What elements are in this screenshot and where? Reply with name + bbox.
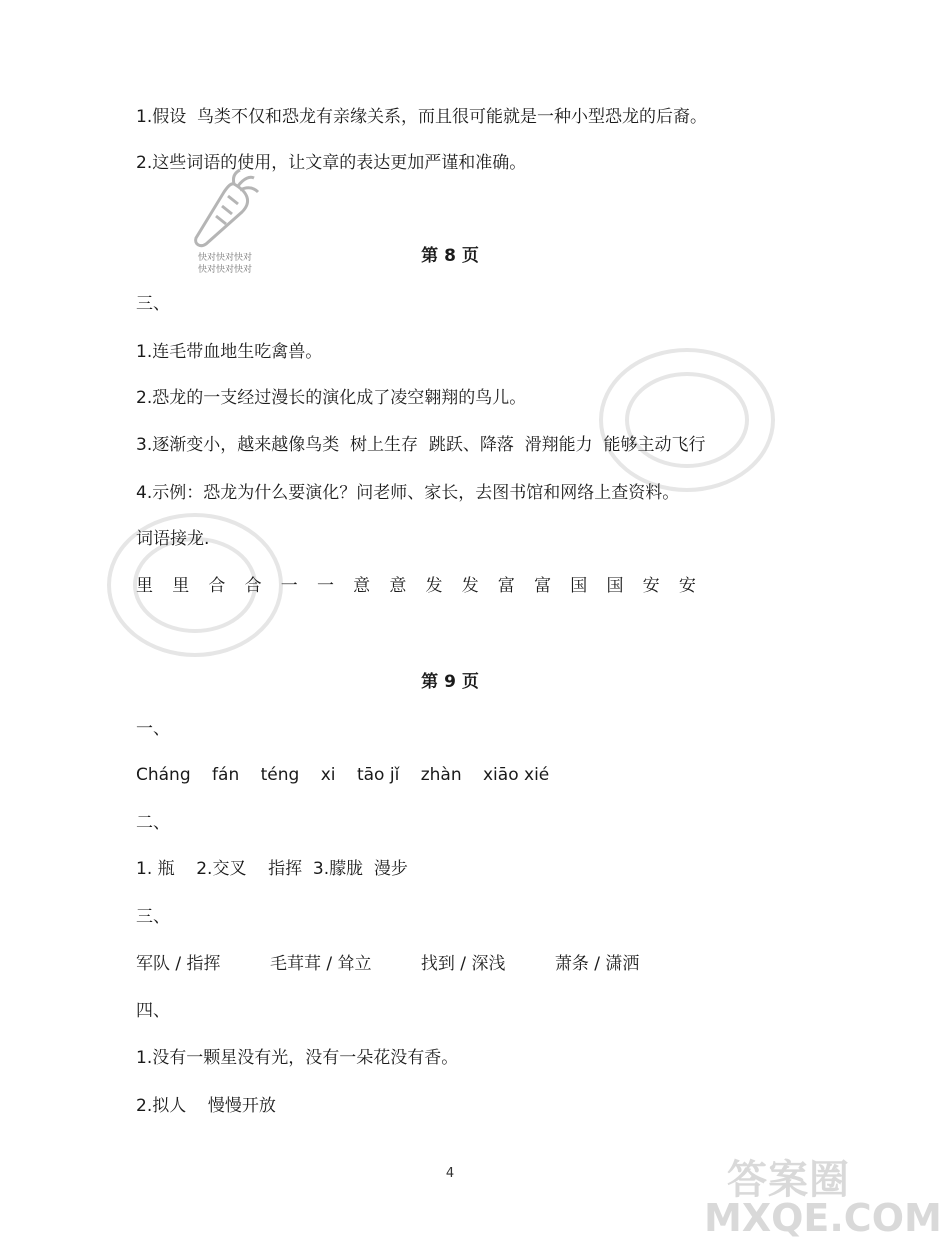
chain-char: 意 (389, 576, 407, 596)
answer-line-1: 1.假设 鸟类不仅和恐龙有亲缘关系，而且很可能就是一种小型恐龙的后裔。 (136, 107, 708, 127)
answer-item-3: 3.逐渐变小，越来越像鸟类 树上生存 跳跃、降落 滑翔能力 能够主动飞行 (136, 435, 706, 455)
section-2-answer: 1. 瓶 2.交叉 指挥 3.朦胧 漫步 (136, 859, 408, 879)
word-pair: 军队 / 指挥 (136, 954, 221, 974)
word-pairs (136, 953, 683, 975)
chain-char: 里 (136, 576, 153, 596)
chain-char: 富 (497, 576, 515, 596)
section-3-label-p9: 三、 (136, 907, 170, 927)
pinyin-item: fán (212, 765, 240, 785)
brand-watermark: 答案圈 (727, 1157, 850, 1203)
pinyin-item: xiāo xié (483, 765, 550, 785)
section-3-label: 三、 (136, 294, 170, 314)
page-8-title: 第 8 页 (421, 246, 479, 266)
chain-title: 词语接龙. (136, 529, 210, 549)
chain-char: 里 (172, 576, 190, 596)
chain-char: 国 (606, 576, 624, 596)
chain-char: 发 (425, 576, 443, 596)
section-1-label: 一、 (136, 719, 170, 739)
watermark-caption-line-2: 快对快对快对 (197, 265, 252, 275)
section-4-answer-1: 1.没有一颗星没有光，没有一朵花没有香。 (136, 1048, 459, 1068)
page-9-title: 第 9 页 (421, 672, 479, 692)
answer-line-2: 2.这些词语的使用，让文章的表达更加严谨和准确。 (136, 153, 527, 173)
pinyin-item: zhàn (420, 765, 462, 785)
chain-char: 富 (534, 576, 552, 596)
chain-char: 合 (208, 576, 226, 596)
word-chain (136, 575, 715, 597)
chain-char: 安 (678, 576, 696, 596)
pinyin-item: xi (320, 765, 336, 785)
pinyin-answers (136, 764, 565, 786)
chain-char: 意 (353, 576, 371, 596)
page-number: 4 (445, 1166, 455, 1181)
answer-item-4: 4.示例：恐龙为什么要演化？问老师、家长，去图书馆和网络上查资料。 (136, 483, 680, 503)
chain-char: 安 (642, 576, 660, 596)
answer-item-1: 1.连毛带血地生吃禽兽。 (136, 342, 323, 362)
section-4-label: 四、 (136, 1001, 170, 1021)
section-2-label: 二、 (136, 813, 170, 833)
chain-char: 一 (316, 576, 334, 596)
brand-watermark-url: MXQE.COM (704, 1196, 942, 1240)
word-pair: 毛茸茸 / 耸立 (269, 954, 372, 974)
chain-char: 合 (244, 576, 262, 596)
word-pair: 找到 / 深浅 (420, 954, 506, 974)
watermark-caption-line-1: 快对快对快对 (197, 253, 252, 263)
section-4-answer-2: 2.拟人 慢慢开放 (136, 1096, 276, 1116)
chain-char: 国 (570, 576, 588, 596)
chain-char: 一 (280, 576, 298, 596)
answer-item-2: 2.恐龙的一支经过漫长的演化成了凌空翱翔的鸟儿。 (136, 388, 527, 408)
pinyin-item: téng (260, 765, 300, 785)
pinyin-item: tāo jǐ (356, 765, 400, 785)
carrot-watermark-icon (186, 168, 266, 250)
word-pair: 萧条 / 潇洒 (554, 954, 640, 974)
chain-char: 发 (461, 576, 479, 596)
stamp-watermark-right (592, 340, 782, 500)
pinyin-item: Cháng (136, 765, 191, 785)
